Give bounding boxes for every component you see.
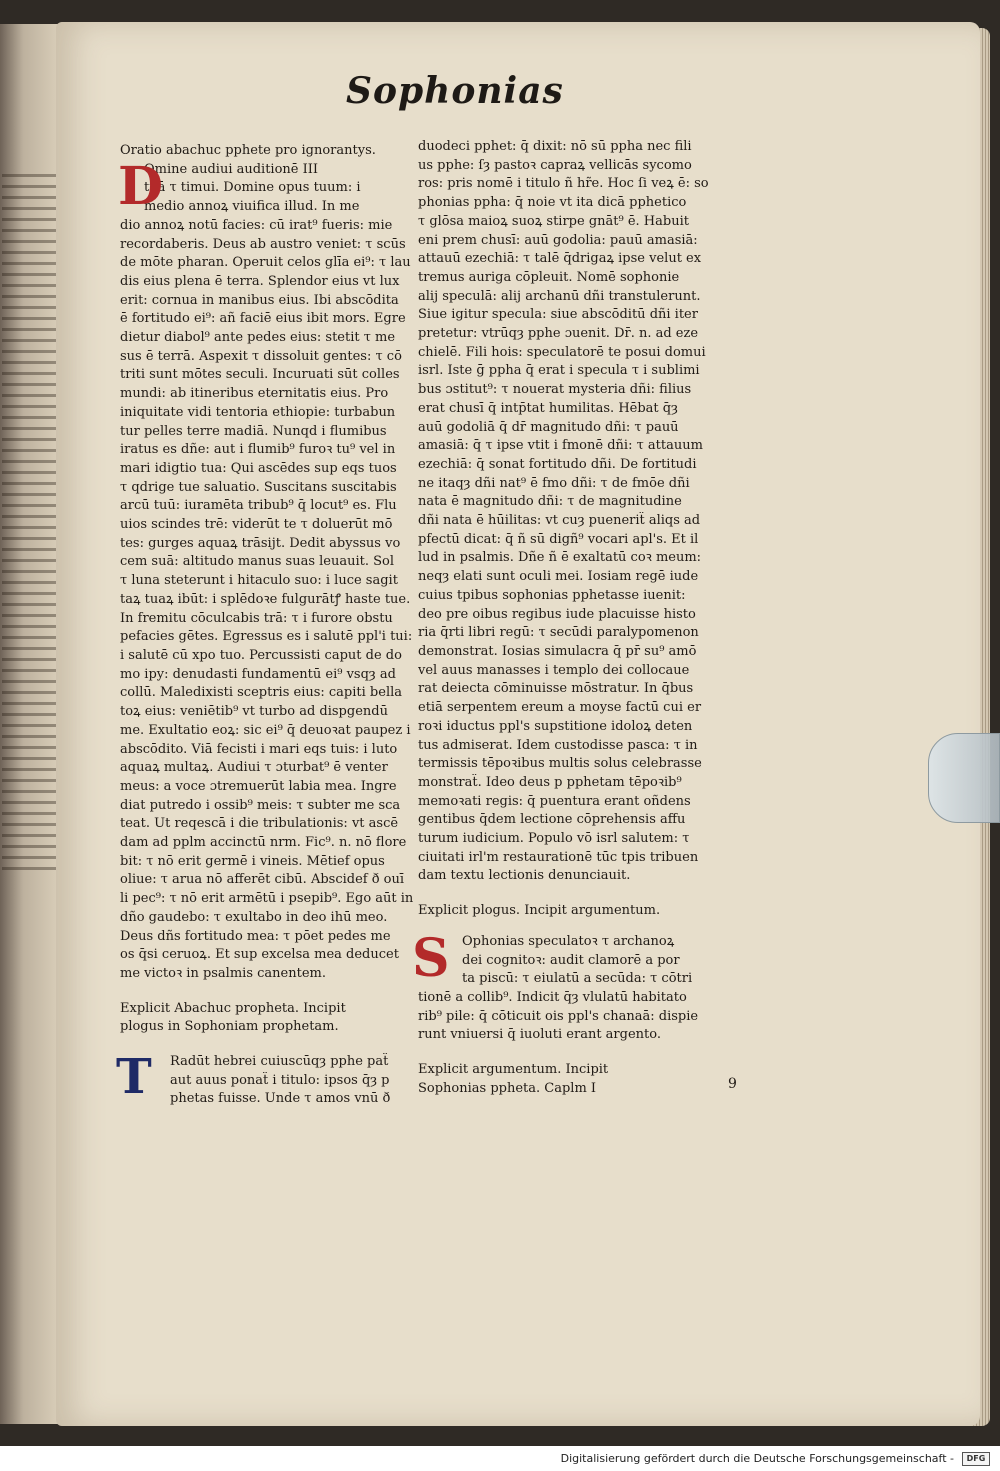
explicit-line-1: Explicit Abachuc propheta. Incipit <box>120 1000 346 1016</box>
red-initial-d: D <box>118 155 164 217</box>
text-line: mundi: ab itineribus eternitatis eius. Pro <box>120 386 389 402</box>
running-head: Sophonias <box>346 70 564 112</box>
text-line: bit: τ nō erit germē i vineis. Mētief opus <box>120 853 385 869</box>
text-line: nata ē magnitudo dñi: τ de magnitudine <box>418 494 682 510</box>
text-line: pfectū dicat: q̄ ñ sū digñ⁹ vocari apl's. Et il <box>418 531 699 547</box>
text-line: turum iudicium. Populo vō isrl salutem: τ <box>418 831 690 847</box>
text-line: os q̄si ceruoꝝ. Et sup excelsa mea deducet <box>120 947 399 963</box>
text-line: Deus dñs fortitudo mea: τ pōet pedes me <box>120 928 391 944</box>
text-line: i salutē cū xpo tuo. Percussisti caput de do <box>120 647 402 663</box>
text-line: dam textu lectionis denunciauit. <box>418 868 631 884</box>
text-line: uios scindes trē: viderūt te τ doluerūt mō <box>120 517 393 533</box>
text-line: tus admiserat. Idem custodisse pasca: τ in <box>418 737 698 753</box>
prayer-block <box>118 155 422 984</box>
text-line: etiā serpentem ereum a moyse factū cui er <box>418 700 702 716</box>
text-line: cuius tpibus sophonias pphetasse iuenit: <box>418 587 686 603</box>
text-line: medio annoꝝ viuifica illud. In me <box>144 199 360 215</box>
text-line: iratus es dñe: aut i flumib⁹ furoꝛ tu⁹ vel in <box>120 442 396 458</box>
text-line: demonstrat. Iosias simulacra q̄ pr̄ su⁹ amō <box>418 643 697 659</box>
funding-notice: Digitalisierung gefördert durch die Deutsche Forschungsgemeinschaft - <box>560 1452 954 1465</box>
text-line: us pphe: ſȝ pastoꝛ capraꝝ vellicās sycomo <box>418 157 692 173</box>
text-line: ciuitati irl'm restaurationē tūc tpis tribuen <box>418 849 699 865</box>
text-line: eni prem chusī: auū godolia: pauū amasiā: <box>418 232 698 248</box>
blue-initial-t: T <box>116 1049 152 1106</box>
text-line: li pec⁹: τ nō erit armētū i psepib⁹. Ego aūt in <box>120 891 414 907</box>
text-line: ta piscū: τ eiulatū a secūda: τ cōtri <box>462 971 693 987</box>
footer-bar <box>0 1446 1000 1471</box>
text-line: phonias ppha: q̄ noie vt ita dicā pphetico <box>418 195 687 211</box>
text-line: sus ē terrā. Aspexit τ dissoluit gentes: τ cō <box>120 348 402 364</box>
spacer <box>418 1045 720 1061</box>
text-line: dis eius plena ē terra. Splendor eius vt lux <box>120 273 400 289</box>
argument-block <box>412 927 720 1045</box>
spacer <box>120 984 422 1000</box>
text-line: deo pre oibus regibus iude placuisse histo <box>418 606 696 622</box>
red-initial-s: S <box>412 927 450 989</box>
prologue-continuation <box>418 138 720 886</box>
previous-page-edge <box>0 24 60 1424</box>
text-line: tionē a collib⁹. Indicit q̄ȝ vlulatū habitato <box>418 989 687 1005</box>
text-line: roꝛi iductus ppl's supstitione idoloꝝ deten <box>418 718 693 734</box>
previous-page-text-fragment <box>2 174 56 874</box>
spacer <box>418 921 720 933</box>
text-line: taꝝ tuaꝝ ibūt: i splēdoꝛe fulgurātꝭ haste tue. <box>120 591 411 607</box>
text-line: pefacies gētes. Egressus es i salutē ppl'i tui: <box>120 629 413 645</box>
text-line: chielē. Fili hois: speculatorē te posui domui <box>418 344 706 360</box>
text-line: tuā τ timui. Domine opus tuum: i <box>144 180 361 196</box>
text-line: Ophonias speculatoꝛ τ archanoꝝ <box>462 933 675 949</box>
text-line: ria q̄rti libri regū: τ secūdi paralypomenon <box>418 625 699 641</box>
text-line: tremus auriga cōpleuit. Nomē sophonie <box>418 269 680 285</box>
page-clip <box>928 733 1000 823</box>
text-line: bus ɔstitut⁹: τ nouerat mysteria dñi: filius <box>418 382 692 398</box>
text-line: collū. Maledixisti sceptris eius: capiti bella <box>120 685 403 701</box>
text-line: auū godoliā q̄ dr̄ magnitudo dñi: τ pauū <box>418 419 679 435</box>
text-line: dñi nata ē hūilitas: vt cuȝ pueneriẗ aliqs ad <box>418 513 701 529</box>
text-line: ezechiā: q̄ sonat fortitudo dñi. De fortitudi <box>418 456 697 472</box>
text-line: τ qdrige tue saluatio. Suscitans suscitabis <box>120 479 397 495</box>
text-line: rib⁹ pile: q̄ cōticuit ois ppl's chanaā: dispie <box>418 1008 699 1024</box>
text-line: τ luna steterunt i hitaculo suo: i luce sagit <box>120 573 398 589</box>
text-line: cem suā: altitudo manus suas leuauit. Sol <box>120 554 395 570</box>
text-line: ros: pris nomē i titulo ñ hr̃e. Hoc ſi veꝝ ē: so <box>418 176 709 192</box>
prologue-block <box>116 1049 422 1109</box>
text-line: Siue igitur specula: siue abscōditū dñi iter <box>418 307 698 323</box>
text-line: attauū ezechiā: τ talē q̄drigaꝝ ipse velut ex <box>418 251 702 267</box>
explicit-prologue: Explicit plogus. Incipit argumentum. <box>418 903 661 919</box>
text-line: dei cognitoꝛ: audit clamorē a por <box>462 952 680 968</box>
text-line: me. Exultatio eoꝝ: sic ei⁹ q̄ deuoꝛat paupez i <box>120 722 411 738</box>
text-line: neqȝ elati sunt oculi mei. Iosiam regē iude <box>418 569 699 585</box>
text-line: monstraẗ. Ideo deus p pphetam tēpoꝛib⁹ <box>418 774 682 790</box>
text-line: abscōdito. Viā fecisti i mari eqs tuis: i luto <box>120 741 398 757</box>
text-line: runt vniuersi q̄ iuoluti erant argento. <box>418 1027 661 1043</box>
text-line: mo ipy: denudasti fundamentū ei⁹ vsqȝ ad <box>120 666 396 682</box>
right-column <box>412 138 720 1098</box>
text-line: phetas fuisse. Unde τ amos vnū ð <box>170 1091 391 1107</box>
text-line: τ glōsa maioꝝ suoꝝ stirpe gnāt⁹ ē. Habuit <box>418 213 689 229</box>
text-line: ē fortitudo ei⁹: añ faciē eius ibit mors. Egre <box>120 311 406 327</box>
text-line: aquaꝝ multaꝝ. Audiui τ ɔturbat⁹ ē venter <box>120 760 388 776</box>
explicit-argument-line-2: Sophonias ppheta. Caplm I <box>418 1080 597 1096</box>
text-line: ne itaqȝ dñi nat⁹ ē fmo dñi: τ de fmōe dñi <box>418 475 690 491</box>
text-line: gentibus q̄dem lectione cōprehensis affu <box>418 812 686 828</box>
text-line: me victoꝛ in psalmis canentem. <box>120 965 326 981</box>
text-line: duodeci pphet: q̄ dixit: nō sū ppha nec fili <box>418 139 692 154</box>
text-line: erat chusī q̄ intp̄tat humilitas. Hēbat q̄ȝ <box>418 400 678 416</box>
text-line: tur pelles terre madiā. Nunqd i flumibus <box>120 423 387 439</box>
text-line: alij speculā: alij archanū dñi transtulerunt. <box>418 288 701 304</box>
text-line: triti sunt mōtes seculi. Incuruati sūt colles <box>120 367 400 383</box>
text-line: arcū tuū: iuramēta tribub⁹ q̄ locut⁹ es. Flu <box>120 498 397 514</box>
page-number: 9 <box>728 1076 737 1092</box>
text-line: Omine audiui auditionē III <box>144 161 319 177</box>
text-line: dam ad pplm accinctū nrm. Fic⁹. n. nō flore <box>120 835 407 851</box>
text-line: de mōte pharan. Operuit celos glīa ei⁹: τ lau <box>120 255 411 271</box>
text-line: isrl. Iste ḡ ppha q̄ erat i specula τ i sublimi <box>418 363 700 379</box>
spacer <box>418 886 720 902</box>
text-line: dio annoꝝ notū facies: cū irat⁹ fueris: mie <box>120 217 393 233</box>
spacer <box>120 1037 422 1053</box>
text-line: mari idigtio tua: Qui ascēdes sup eqs tuos <box>120 460 397 476</box>
text-line: erit: cornua in manibus eius. Ibi abscōdita <box>120 292 399 308</box>
text-line: diat putredo i ossib⁹ meis: τ subter me sca <box>120 797 401 813</box>
text-line: dño gaudebo: τ exultabo in deo ihū meo. <box>120 909 388 925</box>
text-line: teat. Ut reqescā i die tribulationis: vt ascē <box>120 816 399 832</box>
text-line: tes: gurges aquaꝝ trāsijt. Dedit abyssus vo <box>120 535 401 551</box>
text-line: Radūt hebrei cuiuscūqȝ pphe paẗ <box>170 1054 389 1070</box>
text-line: recordaberis. Deus ab austro veniet: τ scūs <box>120 236 406 252</box>
text-line: termissis tēpoꝛibus multis solus celebrasse <box>418 756 702 772</box>
text-line: rat deiecta cōminuisse mōstratur. In q̄bus <box>418 681 694 697</box>
text-line: lud in psalmis. Dñe ñ ē exaltatū coꝛ meum: <box>418 550 702 566</box>
left-column <box>116 142 422 1109</box>
text-line: aut auus ponaẗ i titulo: ipsos q̄ȝ p <box>170 1072 390 1088</box>
text-line: amasiā: q̄ τ ipse vtit i fmonē dñi: τ attauum <box>418 438 703 454</box>
text-line: dietur diabol⁹ ante pedes eius: stetit τ me <box>120 330 396 346</box>
explicit-line-2: plogus in Sophoniam prophetam. <box>120 1019 339 1035</box>
prayer-heading: Oratio abachuc pphete pro ignorantys. <box>120 143 376 158</box>
explicit-argument-line-1: Explicit argumentum. Incipit <box>418 1062 609 1078</box>
text-line: In fremitu cōculcabis trā: τ i furore obstu <box>120 610 393 626</box>
text-line: pretetur: vtrūqȝ pphe ɔuenit. Dr̄. n. ad eze <box>418 326 699 342</box>
text-line: memoꝛati regis: q̄ puentura erant oñdens <box>418 793 691 809</box>
text-line: oliue: τ arua nō afferēt cibū. Abscidef ð ouī <box>120 872 405 888</box>
dfg-logo: DFG <box>962 1452 990 1466</box>
text-line: meus: a voce ɔtremuerūt labia mea. Ingre <box>120 778 397 794</box>
text-line: vel auus manasses i templo dei collocaue <box>418 662 690 678</box>
text-line: iniquitate vidi tentoria ethiopie: turbabun <box>120 404 396 420</box>
text-line: toꝝ eius: veniētib⁹ vt turbo ad dispgendū <box>120 704 388 720</box>
